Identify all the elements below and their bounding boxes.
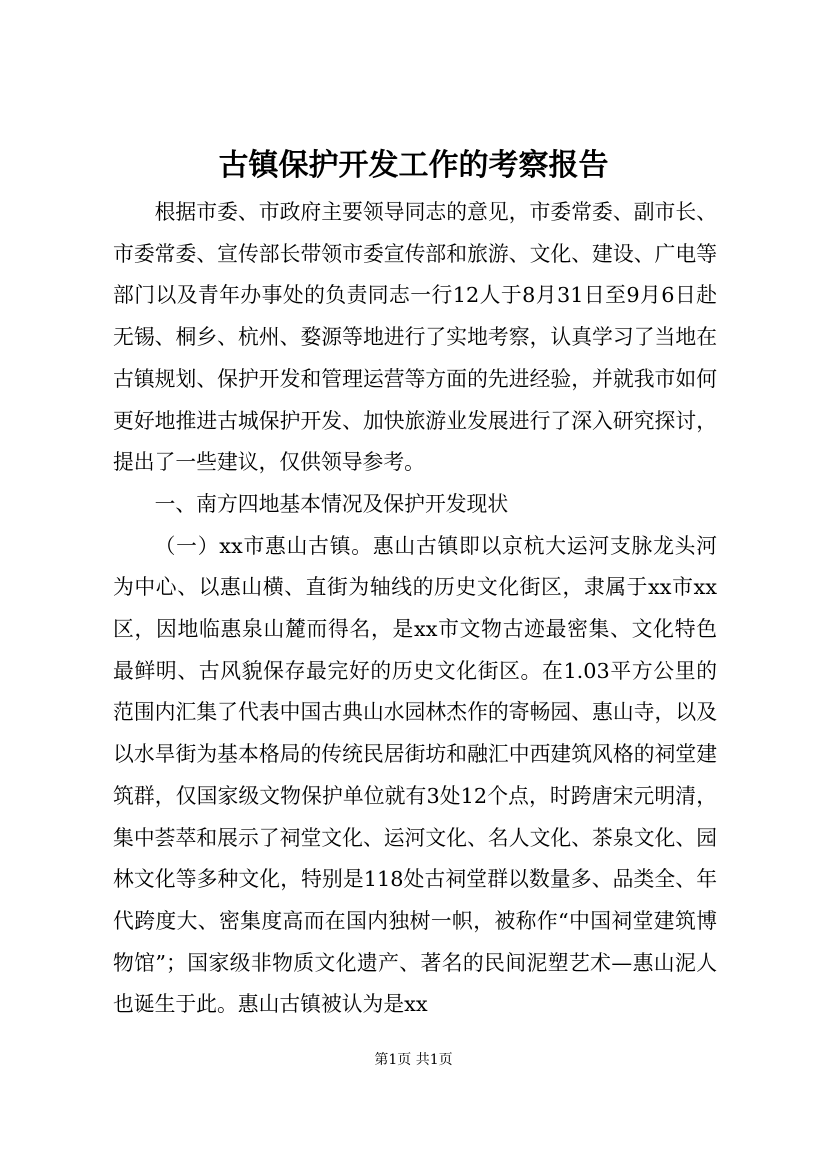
intro-paragraph: 根据市委、市政府主要领导同志的意见，市委常委、副市长、市委常委、宣传部长带领市委宣传部和旅游、文化、建设、广电等部门以及青年办事处的负责同志一行12人于8月31日至9月6日赴无锡、桐乡、杭州、婺源等地进行了实地考察，认真学习了当地在古镇规划、保护开发和管理运营等方面的先进经验，并就我市如何更好地推进古城保护开发、加快旅游业发展进行了深入研究探讨，提出了一些建议，仅供领导参考。 xyxy=(113,200,717,475)
document-title: 古镇保护开发工作的考察报告 xyxy=(218,148,609,183)
page-footer: 第1页 共1页 xyxy=(374,1052,453,1068)
section-heading: 一、南方四地基本情况及保护开发现状 xyxy=(154,491,509,516)
document-body xyxy=(113,192,717,1026)
section-paragraph: （一）xx市惠山古镇。惠山古镇即以京杭大运河支脉龙头河为中心、以惠山横、直街为轴线的历史文化街区，隶属于xx市xx区，因地临惠泉山麓而得名，是xx市文物古迹最密集、文化特色最鲜明、古风貌保存最完好的历史文化街区。在1.03平方公里的范围内汇集了代表中国古典山水园林杰作的寄畅园、惠山寺，以及以水旱街为基本格局的传统民居街坊和融汇中西建筑风格的祠堂建筑群，仅国家级文物保护单位就有3处12个点，时跨唐宋元明清，集中荟萃和展示了祠堂文化、运河文化、名人文化、茶泉文化、园林文化等多种文化，特别是118处古祠堂群以数量多、品类全、年代跨度大、密集度高而在国内独树一帜，被称作“中国祠堂建筑博物馆”；国家级非物质文化遗产、著名的民间泥塑艺术—惠山泥人也诞生于此。惠山古镇被认为是xx xyxy=(113,533,717,1017)
